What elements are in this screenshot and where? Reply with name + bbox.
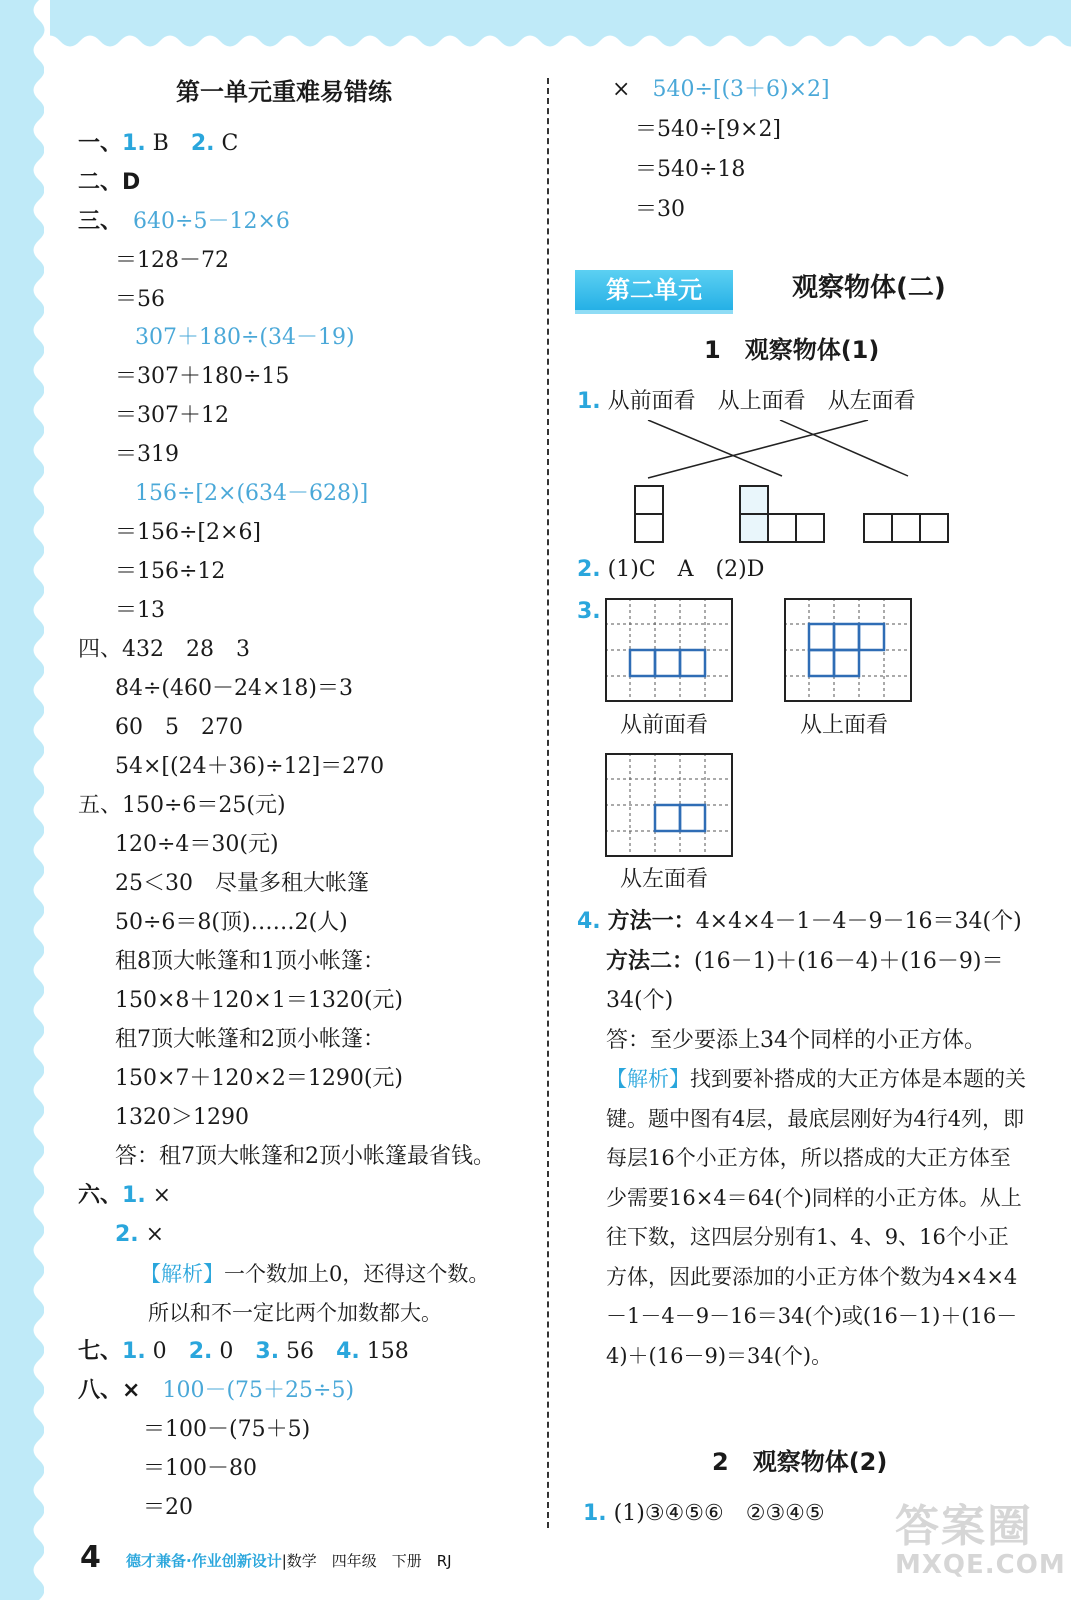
q6-ans2: × bbox=[138, 1222, 165, 1247]
grid-front-view bbox=[605, 598, 733, 702]
left-section-title: 第一单元重难易错练 bbox=[176, 78, 392, 106]
q8-step1: ＝100－(75＋5) bbox=[143, 1417, 311, 1442]
footer-book-info: |数学 四年级 下册 RJ bbox=[281, 1552, 452, 1570]
right-top-step2: ＝540÷18 bbox=[635, 157, 746, 182]
match-line-left bbox=[648, 420, 868, 478]
section2-title: 2 观察物体(2) bbox=[712, 1448, 888, 1476]
q3-e2-step2: ＝307＋12 bbox=[115, 403, 229, 428]
q7-ans2: 0 bbox=[212, 1339, 234, 1364]
s1-analysis-text: 找到要补搭成的大正方体是本题的关键。题中图有4层，最底层刚好为4行4列，即每层16个小正方体，所以搭成的大正方体至少需要16×4＝64(个)同样的小正方体。从上往下数，这四层分别有1、4、9、16个小正方体，因此要添加的小正方体个数为4×4×4－1－4－9－16＝34(个)或(16－1)＋(16－4)＋(16－9)＝34(个)。 bbox=[606, 1067, 1026, 1368]
top-view-squares bbox=[809, 624, 884, 676]
watermark-line2: MXQE.COM bbox=[895, 1550, 1066, 1580]
watermark-logo bbox=[895, 1490, 1066, 1580]
front-view-squares bbox=[630, 650, 705, 676]
q5-line3: 25＜30 尽量多租大帐篷 bbox=[115, 871, 369, 896]
right-top-mark: × bbox=[612, 77, 631, 102]
s1-q4-method1-label: 方法一： bbox=[607, 909, 696, 934]
s1-q2-ans: (1)C A (2)D bbox=[607, 557, 765, 582]
s2-q1-line bbox=[583, 1500, 825, 1528]
q1-prefix: 一、 bbox=[78, 131, 123, 156]
q3-e3-step1: ＝156÷[2×6] bbox=[115, 520, 262, 545]
right-top-line bbox=[612, 76, 830, 104]
q3-line bbox=[78, 208, 290, 236]
q6-analysis-text1: 一个数加上0，还得这个数。 bbox=[224, 1262, 490, 1286]
s1-q4-method2: (16－1)＋(16－4)＋(16－9)＝ bbox=[694, 949, 1004, 974]
q6-line2 bbox=[115, 1221, 164, 1249]
q7-prefix: 七、 bbox=[78, 1339, 123, 1364]
q8-expr: 100－(75＋25÷5) bbox=[162, 1378, 355, 1403]
q5-answer: 答：租7顶大帐篷和2顶小帐篷最省钱。 bbox=[115, 1144, 495, 1169]
q6-analysis-line1 bbox=[140, 1260, 489, 1288]
q1-num2: 2. bbox=[190, 131, 215, 156]
q6-line1 bbox=[78, 1182, 171, 1210]
q7-num3: 3. bbox=[255, 1339, 280, 1364]
q7-ans1: 0 bbox=[145, 1339, 167, 1364]
match-line-top bbox=[780, 420, 908, 476]
q1-num1: 1. bbox=[122, 131, 146, 156]
grid-left-view bbox=[605, 753, 733, 857]
right-top-step3: ＝30 bbox=[635, 197, 685, 222]
q3-prefix: 三、 bbox=[78, 209, 112, 234]
shape-b bbox=[740, 486, 824, 542]
q6-ans1: × bbox=[145, 1183, 172, 1208]
unit-title: 观察物体(二) bbox=[792, 273, 946, 303]
section1-title: 1 观察物体(1) bbox=[704, 336, 880, 364]
s1-q3-caption-left: 从左面看 bbox=[620, 867, 709, 892]
s1-q2-line bbox=[577, 556, 764, 584]
q5-line6: 150×8＋120×1＝1320(元) bbox=[115, 988, 403, 1013]
q8-step2: ＝100－80 bbox=[143, 1456, 257, 1481]
q3-e1-step1: ＝128－72 bbox=[115, 248, 229, 273]
q8-prefix: 八、× bbox=[78, 1378, 141, 1403]
q5-line1: 五、150÷6＝25(元) bbox=[78, 793, 286, 818]
s1-analysis-label: 【解析】 bbox=[606, 1067, 690, 1091]
q3-e2-step1: ＝307＋180÷15 bbox=[115, 364, 290, 389]
footer-info bbox=[126, 1550, 452, 1571]
unit-badge: 第二单元 bbox=[575, 270, 733, 310]
q7-ans4: 158 bbox=[359, 1339, 409, 1364]
q5-line2: 120÷4＝30(元) bbox=[115, 832, 279, 857]
top-wave-border bbox=[0, 30, 1071, 52]
q3-e3-step2: ＝156÷12 bbox=[115, 559, 226, 584]
q3-expr1: 640÷5－12×6 bbox=[133, 209, 290, 234]
q5-line7: 租7顶大帐篷和2顶小帐篷： bbox=[115, 1027, 385, 1052]
q6-num1: 1. bbox=[122, 1183, 146, 1208]
q3-e1-step2: ＝56 bbox=[115, 287, 165, 312]
s1-q4-line2 bbox=[606, 948, 1004, 976]
q4-line3: 60 5 270 bbox=[115, 715, 243, 740]
s1-q1-line bbox=[577, 388, 916, 416]
s1-q1-views: 从前面看 从上面看 从左面看 bbox=[607, 389, 916, 414]
shape-c bbox=[864, 514, 948, 542]
shape-a bbox=[635, 486, 663, 542]
s1-q4-method1: 4×4×4－1－4－9－16＝34(个) bbox=[695, 909, 1022, 934]
s2-q1-ans: (1)③④⑤⑥ ②③④⑤ bbox=[613, 1501, 825, 1526]
q7-num4: 4. bbox=[336, 1339, 360, 1364]
q8-line bbox=[78, 1377, 354, 1405]
s1-q4-num: 4. bbox=[577, 909, 601, 934]
q1-ans2: C bbox=[214, 131, 239, 156]
s1-q4-answer: 答：至少要添上34个同样的小正方体。 bbox=[606, 1028, 986, 1053]
q4-line2: 84÷(460－24×18)＝3 bbox=[115, 676, 354, 701]
page-number: 4 bbox=[80, 1540, 101, 1575]
q1-line bbox=[78, 130, 238, 158]
q5-line9: 1320＞1290 bbox=[115, 1105, 249, 1130]
s2-q1-num: 1. bbox=[583, 1501, 607, 1526]
q3-e3-step3: ＝13 bbox=[115, 598, 165, 623]
q6-num2: 2. bbox=[115, 1222, 139, 1247]
q5-line5: 租8顶大帐篷和1顶小帐篷： bbox=[115, 949, 385, 974]
q4-line1: 四、432 28 3 bbox=[78, 637, 250, 662]
s1-q3-caption-top: 从上面看 bbox=[800, 713, 889, 738]
q5-line8: 150×7＋120×2＝1290(元) bbox=[115, 1066, 403, 1091]
s1-q3-caption-front: 从前面看 bbox=[620, 713, 709, 738]
footer-brand: 德才兼备·作业创新设计 bbox=[126, 1552, 282, 1570]
q7-line bbox=[78, 1338, 409, 1366]
grid-top-view bbox=[784, 598, 912, 702]
watermark-line1: 答案圈 bbox=[895, 1501, 1033, 1552]
s1-q1-matching-figure bbox=[630, 420, 960, 550]
s1-q4-method2-label: 方法二： bbox=[606, 949, 695, 974]
right-top-step1: ＝540÷[9×2] bbox=[635, 117, 782, 142]
q1-ans1: B bbox=[145, 131, 169, 156]
s1-q4-line1 bbox=[577, 908, 1022, 936]
s1-q3-num: 3. bbox=[577, 599, 601, 624]
s1-analysis bbox=[606, 1060, 1026, 1376]
s1-q2-num: 2. bbox=[577, 557, 601, 582]
q6-prefix: 六、 bbox=[78, 1183, 123, 1208]
q3-e2-step3: ＝319 bbox=[115, 442, 179, 467]
left-wave-border bbox=[28, 0, 50, 1600]
q6-analysis-text2: 所以和不一定比两个加数都大。 bbox=[148, 1301, 442, 1325]
q7-num1: 1. bbox=[122, 1339, 146, 1364]
right-top-expr: 540÷[(3＋6)×2] bbox=[652, 77, 830, 102]
q5-line4: 50÷6＝8(顶)……2(人) bbox=[115, 910, 348, 935]
q8-step3: ＝20 bbox=[143, 1495, 193, 1520]
q3-expr3: 156÷[2×(634－628)] bbox=[135, 481, 369, 506]
s1-q1-num: 1. bbox=[577, 389, 601, 414]
q2-line: 二、D bbox=[78, 170, 141, 195]
q7-num2: 2. bbox=[188, 1339, 213, 1364]
q3-expr2: 307＋180÷(34－19) bbox=[135, 325, 355, 350]
q7-ans3: 56 bbox=[279, 1339, 315, 1364]
s1-q4-method2-cont: 34(个) bbox=[606, 988, 674, 1013]
column-divider bbox=[547, 78, 549, 1528]
left-view-squares bbox=[655, 805, 705, 831]
q6-analysis-label: 【解析】 bbox=[140, 1262, 224, 1286]
q4-line4: 54×[(24＋36)÷12]＝270 bbox=[115, 754, 385, 779]
